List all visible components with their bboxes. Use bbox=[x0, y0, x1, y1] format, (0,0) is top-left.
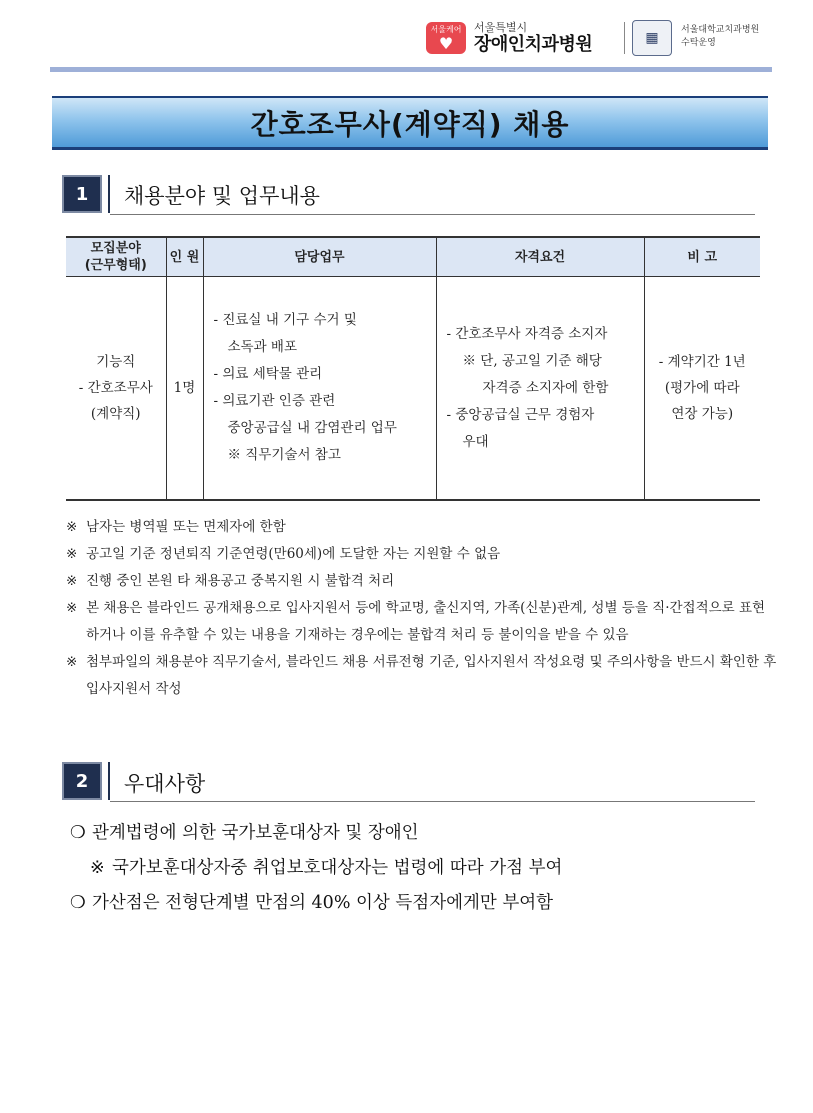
operator-text bbox=[681, 24, 759, 50]
section1-number: 1 bbox=[62, 175, 102, 213]
header-field-line2: (근무형태) bbox=[84, 258, 147, 273]
heart-icon: ♥ bbox=[438, 34, 454, 53]
list-item bbox=[66, 514, 778, 541]
qual-line: ※ 단, 공고일 기준 해당 bbox=[462, 352, 602, 369]
list-item bbox=[66, 595, 778, 649]
title-banner bbox=[52, 96, 768, 150]
section2-title: 우대사항 bbox=[124, 772, 206, 796]
list-item bbox=[66, 541, 778, 568]
duty-line: - 의료 세탁물 관리 bbox=[213, 366, 323, 382]
header-count: 인 원 bbox=[166, 237, 203, 277]
section1-rule bbox=[110, 214, 755, 215]
reference-mark: ※ bbox=[90, 858, 105, 878]
header-duty: 담당업무 bbox=[203, 237, 436, 277]
seoul-care-label: 서울케어 bbox=[430, 25, 462, 34]
note-mark: ※ bbox=[66, 546, 78, 562]
note-mark: ※ bbox=[66, 519, 78, 535]
operator-line1: 서울대학교치과병원 bbox=[681, 25, 760, 35]
note-text: 남자는 병역필 또는 면제자에 한함 bbox=[86, 519, 286, 535]
logo-divider bbox=[624, 22, 625, 54]
header-rule bbox=[50, 67, 772, 72]
note-text: 본 채용은 블라인드 공개채용으로 입사지원서 등에 학교명, 출신지역, 가족(신분)관계, 성별 등을 직·간접적으로 표현하거나 이를 유추할 수 있는 내용을 기재하는 경우에는 불합격 처리 등 불이익을 받을 수 있음 bbox=[86, 600, 766, 643]
circle-bullet-icon: ❍ bbox=[70, 823, 86, 843]
qual-line: - 중앙공급실 근무 경험자 bbox=[446, 406, 595, 423]
note-line: (평가에 따라 bbox=[664, 380, 740, 396]
qual-line: - 간호조무사 자격증 소지자 bbox=[446, 325, 608, 342]
hospital-name: 장애인치과병원 bbox=[474, 33, 593, 55]
city-label: 서울특별시 bbox=[474, 20, 528, 34]
note-line: 연장 가능) bbox=[671, 406, 734, 422]
list-item bbox=[66, 568, 778, 595]
list-item bbox=[70, 816, 770, 851]
duty-line: 소독과 배포 bbox=[227, 339, 297, 355]
note-text: 첨부파일의 채용분야 직무기술서, 블라인드 채용 서류전형 기준, 입사지원서 작성요령 및 주의사항을 반드시 확인한 후 입사지원서 작성 bbox=[86, 654, 777, 697]
duty-line: ※ 직무기술서 참고 bbox=[227, 447, 341, 463]
cell-qual bbox=[436, 277, 644, 501]
cell-duty bbox=[203, 277, 436, 501]
page-title: 간호조무사(계약직) 채용 bbox=[250, 107, 570, 141]
note-mark: ※ bbox=[66, 573, 78, 589]
field-line: - 간호조무사 bbox=[78, 380, 153, 396]
note-text: 진행 중인 본원 타 채용공고 중복지원 시 불합격 처리 bbox=[86, 573, 395, 589]
list-item bbox=[70, 851, 770, 886]
list-item bbox=[66, 649, 778, 703]
header-note: 비 고 bbox=[644, 237, 760, 277]
header-field bbox=[66, 237, 166, 277]
cell-field bbox=[66, 277, 166, 501]
table-row bbox=[66, 277, 760, 501]
benefit-text: 국가보훈대상자중 취업보호대상자는 법령에 따라 가점 부여 bbox=[112, 858, 563, 878]
job-table bbox=[66, 236, 760, 501]
circle-bullet-icon: ❍ bbox=[70, 893, 86, 913]
seoul-care-badge bbox=[426, 22, 466, 54]
header-field-line1: 모집분야 bbox=[90, 241, 141, 256]
field-line: (계약직) bbox=[90, 406, 141, 422]
list-item bbox=[70, 886, 770, 921]
snu-emblem-icon: ▦ bbox=[632, 20, 672, 56]
note-line: - 계약기간 1년 bbox=[658, 354, 746, 370]
header-qual: 자격요건 bbox=[436, 237, 644, 277]
benefit-text: 가산점은 전형단계별 만점의 40% 이상 득점자에게만 부여함 bbox=[92, 893, 554, 913]
qual-line: 우대 bbox=[462, 433, 489, 450]
duty-line: - 의료기관 인증 관련 bbox=[213, 393, 336, 409]
note-mark: ※ bbox=[66, 600, 78, 616]
field-line: 기능직 bbox=[96, 354, 136, 370]
qual-line: 자격증 소지자에 한함 bbox=[482, 379, 609, 396]
section1-title: 채용분야 및 업무내용 bbox=[124, 184, 320, 208]
cell-count: 1명 bbox=[166, 277, 203, 501]
section2-number: 2 bbox=[62, 762, 102, 800]
cell-note bbox=[644, 277, 760, 501]
section2-bar bbox=[108, 762, 110, 800]
note-text: 공고일 기준 정년퇴직 기준연령(만60세)에 도달한 자는 지원할 수 없음 bbox=[86, 546, 501, 562]
operator-line2: 수탁운영 bbox=[681, 38, 716, 48]
duty-line: - 진료실 내 기구 수거 및 bbox=[213, 312, 357, 328]
notes-list bbox=[66, 514, 778, 703]
table-header-row bbox=[66, 237, 760, 277]
hospital-logo bbox=[426, 18, 592, 58]
note-mark: ※ bbox=[66, 654, 78, 670]
section2-rule bbox=[110, 801, 755, 802]
duty-line: 중앙공급실 내 감염관리 업무 bbox=[227, 420, 397, 436]
section1-bar bbox=[108, 175, 110, 213]
benefits-list bbox=[70, 816, 770, 921]
benefit-text: 관계법령에 의한 국가보훈대상자 및 장애인 bbox=[92, 823, 419, 843]
